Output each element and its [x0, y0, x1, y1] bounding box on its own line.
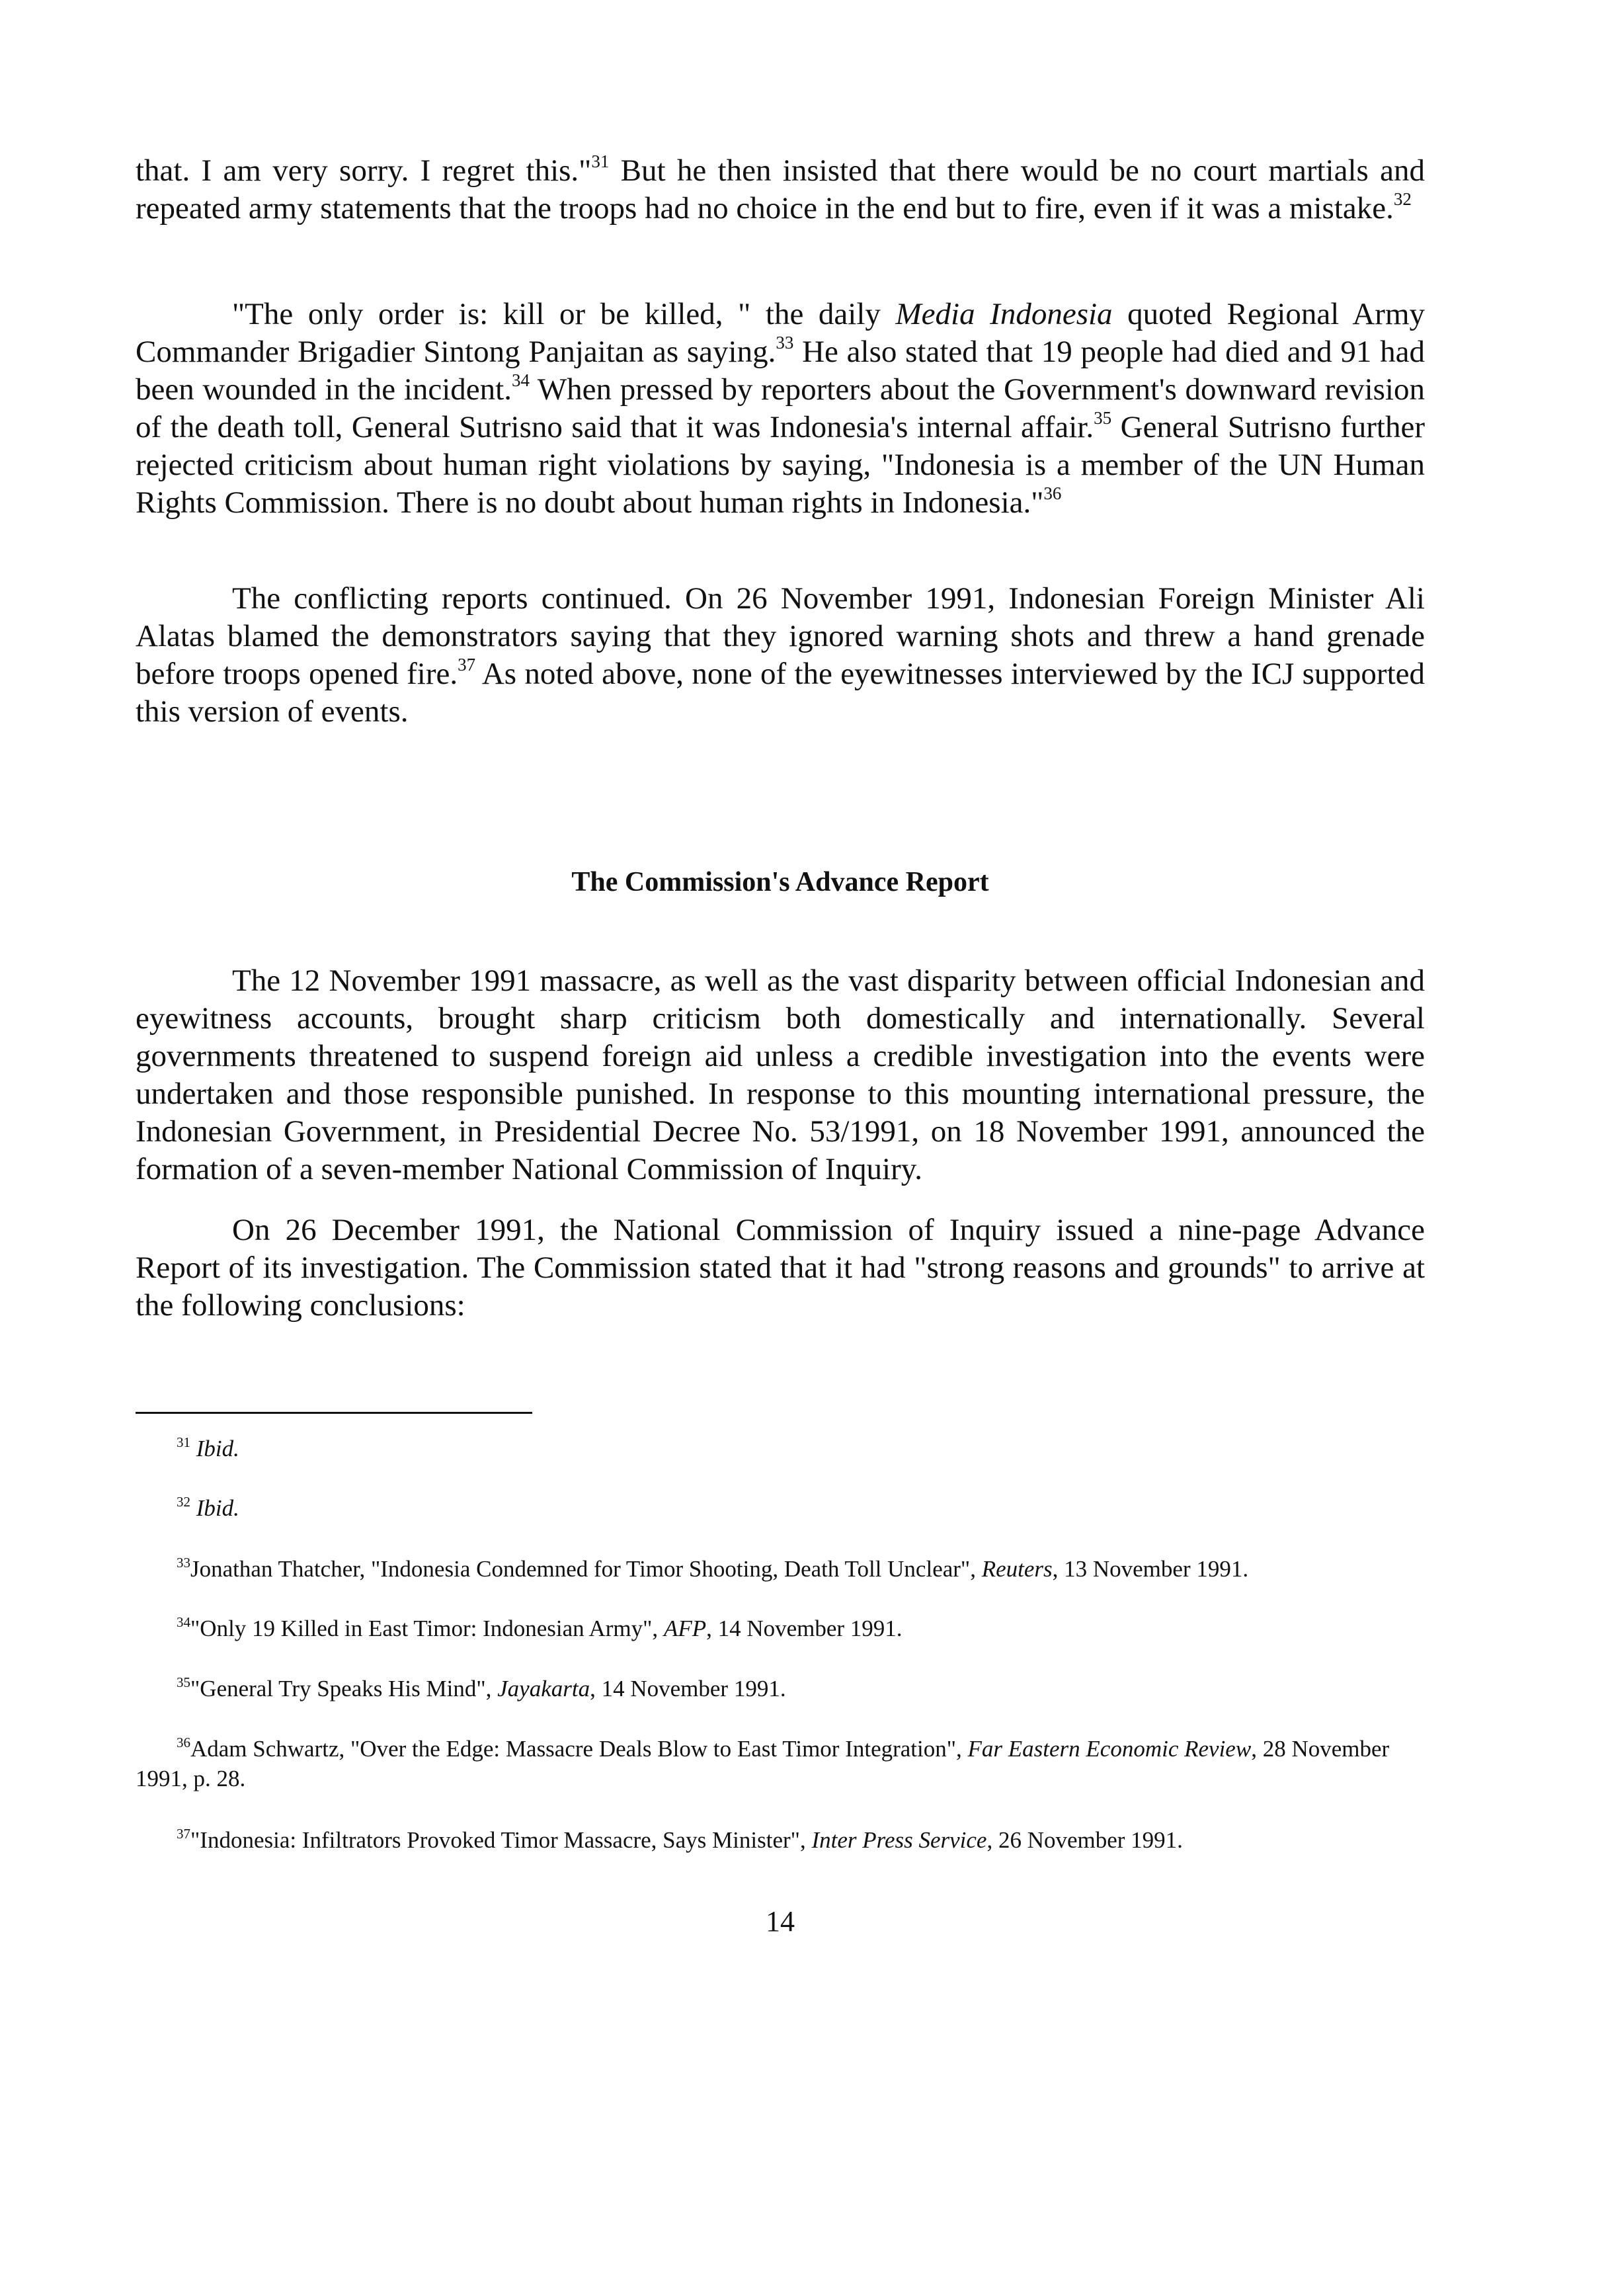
- text-run: He also stated that 19 people had died and 91 had been wounded in the incident.: [136, 335, 1425, 407]
- footnote-34: [136, 1614, 1425, 1643]
- text-run: quoted Regional Army Commander Brigadier Sintong Panjaitan as saying.: [136, 297, 1426, 369]
- footnote-33: [136, 1554, 1425, 1584]
- text-run: "The only order is: kill or be killed, " the daily: [232, 297, 896, 331]
- footnote-number: 37: [177, 1826, 190, 1842]
- footnote-number: 36: [177, 1735, 190, 1750]
- footnote-31: [136, 1434, 1425, 1463]
- footnote-ref-35: 35: [1094, 408, 1112, 428]
- footnote-text: Jonathan Thatcher, "Indonesia Condemned for Timor Shooting, Death Toll Unclear",: [190, 1556, 982, 1582]
- footnote-source: Jayakarta: [497, 1676, 590, 1702]
- text-run: When pressed by reporters about the Government's downward revision of the death toll, General Sutrisno said that it was Indonesia's internal affair.: [136, 372, 1425, 444]
- text-run: The conflicting reports continued. On 26 November 1991, Indonesian Foreign Minister Ali Alatas blamed the demonstrators saying that they ignored warning shots and threw a hand grenade before troops opened fire.: [136, 581, 1425, 691]
- footnote-ref-32: 32: [1393, 189, 1412, 209]
- paragraph-5: On 26 December 1991, the National Commission of Inquiry issued a nine-page Advance Report of its investigation. The Commission stated that it had "strong reasons and grounds" to arrive at the following conclusions:: [136, 1213, 1425, 1323]
- footnote-number: 31: [177, 1434, 190, 1450]
- footnote-source: Inter Press Service: [811, 1827, 987, 1853]
- footnote-32: [136, 1493, 1425, 1523]
- paragraph-3: [136, 580, 1425, 731]
- text-run: But he then insisted that there would be no court martials and repeated army statements that the troops had no choice in the end but to fire, even if it was a mistake.: [136, 153, 1425, 226]
- footnote-source: AFP: [663, 1616, 707, 1641]
- footnote-text: "Indonesia: Infiltrators Provoked Timor Massacre, Says Minister",: [190, 1827, 812, 1853]
- text-run: General Sutrisno further rejected criticism about human right violations by saying, "Indonesia is a member of the UN Human Rights Commission. There is no doubt about human rights in Indonesia.": [136, 410, 1426, 520]
- section-heading: The Commission's Advance Report: [571, 867, 989, 897]
- footnote-text: "General Try Speaks His Mind",: [190, 1676, 498, 1702]
- footnote-ref-36: 36: [1043, 483, 1062, 503]
- text-run: that. I am very sorry. I regret this.": [136, 153, 592, 188]
- footnote-text: Adam Schwartz, "Over the Edge: Massacre Deals Blow to East Timor Integration",: [190, 1736, 968, 1762]
- footnote-ref-34: 34: [511, 370, 530, 390]
- footnote-number: 32: [177, 1494, 190, 1510]
- publication-title: Media Indonesia: [895, 297, 1113, 331]
- footnote-text: "Only 19 Killed in East Timor: Indonesian Army",: [190, 1616, 664, 1641]
- footnote-separator: [136, 1412, 532, 1414]
- text-run: As noted above, none of the eyewitnesses interviewed by the ICJ supported this version of events.: [136, 657, 1425, 729]
- footnote-source: Reuters: [981, 1556, 1053, 1582]
- footnote-36: [136, 1734, 1425, 1793]
- paragraph-4: The 12 November 1991 massacre, as well as the vast disparity between official Indonesian and eyewitness accounts, brought sharp criticism both domestically and internationally. Several governments threatened to suspend foreign aid unless a credible investigation into the events were undertaken and those responsible punished. In response to this mounting international pressure, the Indonesian Government, in Presidential Decree No. 53/1991, on 18 November 1991, announced the formation of a seven-member National Commission of Inquiry.: [136, 964, 1425, 1186]
- paragraph-1: [136, 152, 1425, 227]
- footnote-ref-33: 33: [776, 333, 794, 352]
- footnote-text: , 13 November 1991.: [1052, 1556, 1249, 1582]
- footnote-number: 35: [177, 1674, 190, 1690]
- footnote-text: , 26 November 1991.: [986, 1827, 1183, 1853]
- footnote-ref-37: 37: [458, 655, 476, 675]
- footnote-35: [136, 1674, 1425, 1703]
- footnote-37: [136, 1825, 1425, 1855]
- footnote-text: , 28 November 1991, p. 28.: [136, 1736, 1390, 1791]
- footnote-ref-31: 31: [591, 151, 610, 171]
- footnote-text: , 14 November 1991.: [706, 1616, 903, 1641]
- footnote-source: Far Eastern Economic Review: [967, 1736, 1252, 1762]
- footnote-text: , 14 November 1991.: [590, 1676, 786, 1702]
- footnote-source: Ibid.: [196, 1495, 239, 1521]
- footnote-number: 34: [177, 1614, 190, 1630]
- paragraph-2: [136, 296, 1425, 522]
- footnote-number: 33: [177, 1555, 190, 1571]
- page-number: 14: [766, 1905, 795, 1938]
- footnote-source: Ibid.: [196, 1436, 239, 1461]
